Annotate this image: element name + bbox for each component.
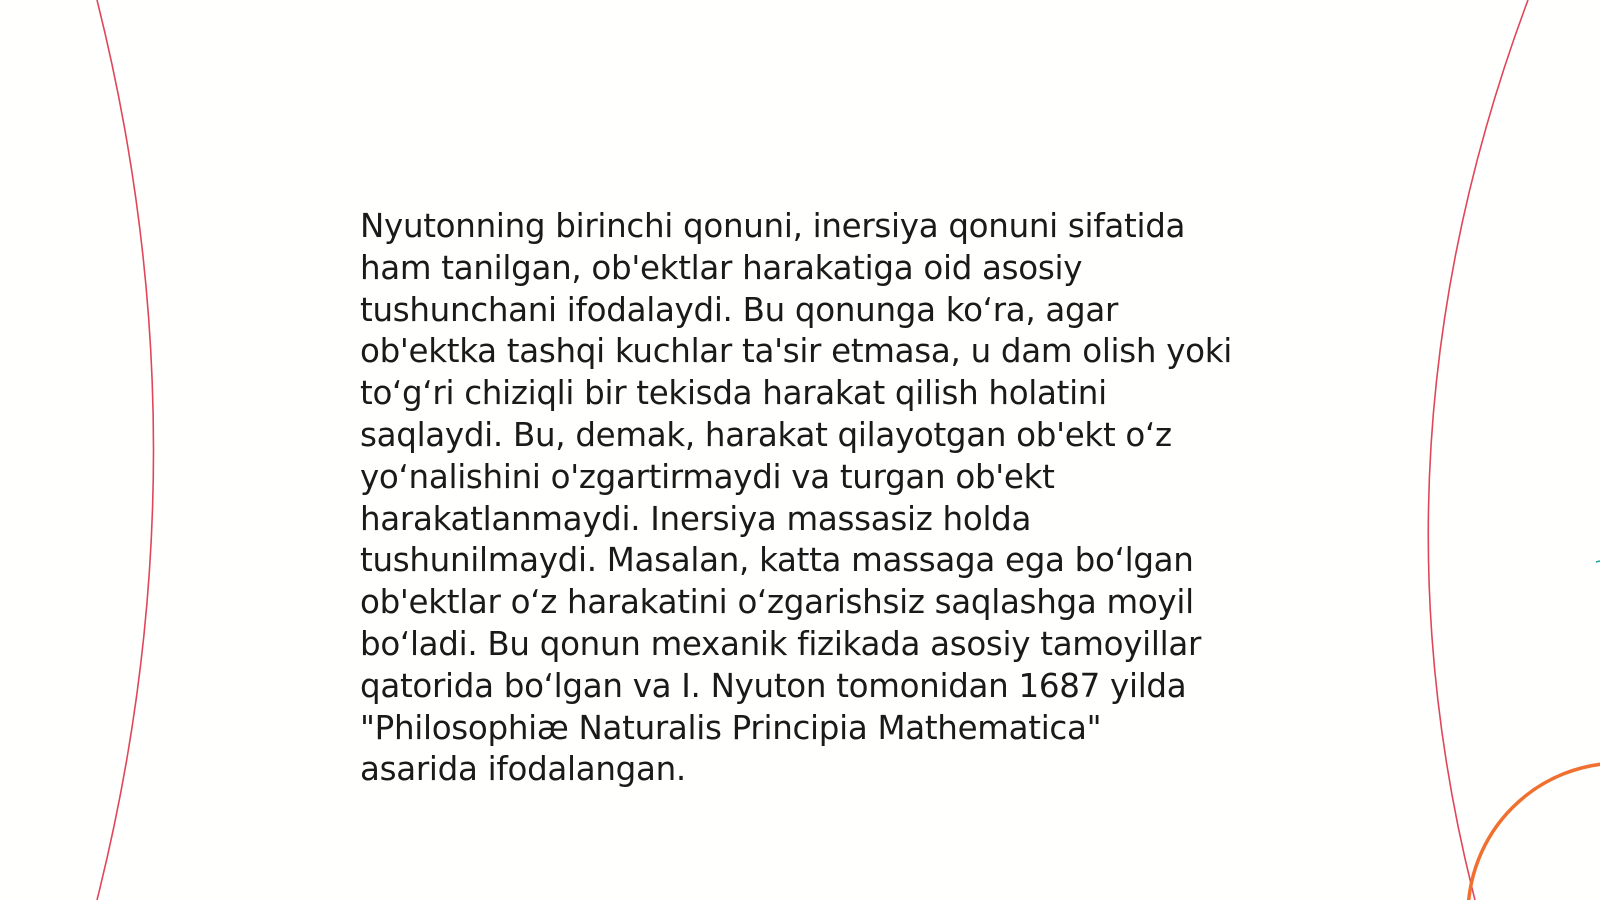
- edge-teal-mark: [1596, 561, 1600, 562]
- slide-body-text: Nyutonning birinchi qonuni, inersiya qonuni sifatida ham tanilgan, ob'ektlar harakatiga oid asosiy tushunchani ifodalaydi. Bu qonunga koʻra, agar ob'ektka tashqi kuchlar ta'sir etmasa, u dam olish yoki toʻgʻri chiziqli bir tekisda harakat qilish holatini saqlaydi. Bu, demak, harakat qilayotgan ob'ekt oʻz yoʻnalishini o'zgartirmaydi va turgan ob'ekt harakatlanmaydi. Inersiya massasiz holda tushunilmaydi. Masalan, katta massaga ega boʻlgan ob'ektlar oʻz harakatini oʻzgarishsiz saqlashga moyil boʻladi. Bu qonun mexanik fizikada asosiy tamoyillar qatorida boʻlgan va I. Nyuton tomonidan 1687 yilda "Philosophiæ Naturalis Principia Mathematica" asarida ifodalangan.: [360, 207, 1233, 789]
- corner-decorative-circle: [1468, 763, 1600, 900]
- left-decorative-arc: [97, 0, 154, 900]
- right-decorative-arc: [1428, 0, 1528, 900]
